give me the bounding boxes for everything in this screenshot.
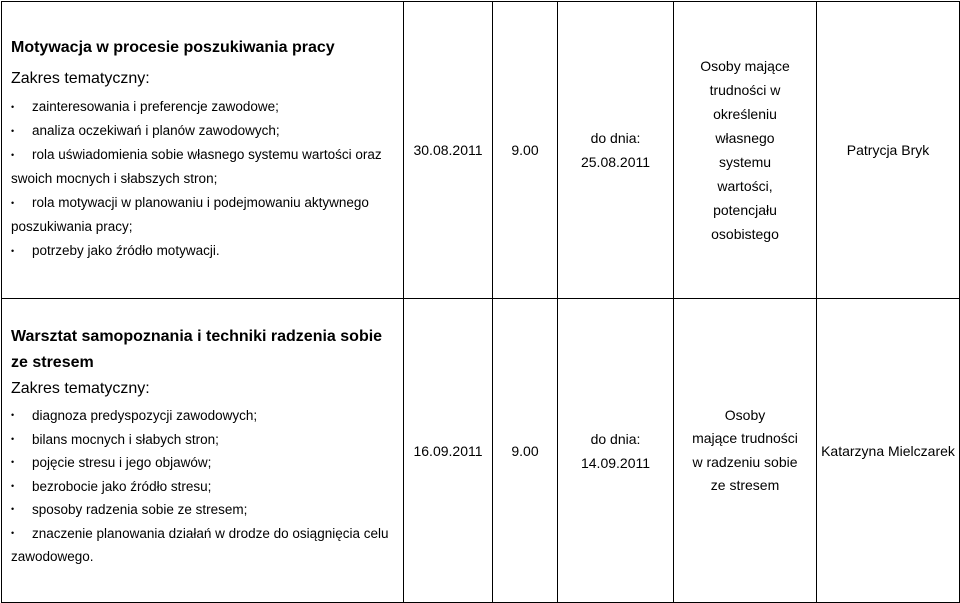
list-item <box>11 451 397 475</box>
bullet-icon: • <box>11 480 15 491</box>
list-item <box>11 428 397 452</box>
training-title-line: Warsztat samopoznania i techniki radzenia sobie <box>11 328 383 345</box>
target-group-line: określeniu <box>713 106 777 122</box>
list-item <box>11 191 397 239</box>
bullet-icon: • <box>11 198 15 208</box>
list-item <box>11 143 397 191</box>
list-item-text: rola motywacji w planowaniu i podejmowaniu aktywnego <box>32 195 369 210</box>
target-group-line: w radzeniu sobie <box>692 453 798 470</box>
training-schedule-table <box>1 1 960 603</box>
zakres-heading <box>11 377 397 401</box>
deadline-label: do dnia: <box>590 430 641 447</box>
bullet-icon: • <box>11 457 15 467</box>
list-item-text: sposoby radzenia sobie ze stresem; <box>32 502 248 517</box>
target-group-line: własnego <box>715 130 775 146</box>
target-group-line: Osoby <box>724 406 766 423</box>
list-item <box>11 522 397 569</box>
deadline-cell <box>558 299 674 603</box>
bullet-icon: • <box>11 126 15 136</box>
trainer-cell: Katarzyna Mielczarek <box>817 299 960 603</box>
zakres-label: Zakres tematyczny <box>11 70 146 87</box>
bullet-icon: • <box>11 410 15 420</box>
deadline-cell <box>558 2 674 299</box>
list-item-text-continued: zawodowego. <box>11 549 94 564</box>
target-group-cell <box>674 2 817 299</box>
list-item-text-continued: poszukiwania pracy; <box>11 219 133 234</box>
zakres-label: Zakres tematyczny: <box>11 380 150 397</box>
topic-cell <box>2 2 404 299</box>
list-item-text: bilans mocnych i słabych stron; <box>32 431 219 447</box>
bullet-icon: • <box>11 433 15 444</box>
time-cell: 9.00 <box>493 2 558 299</box>
list-item <box>11 498 397 522</box>
training-title <box>11 324 397 376</box>
bullet-icon: • <box>11 246 15 256</box>
deadline-label: do dnia: <box>590 130 641 146</box>
list-item <box>11 95 397 119</box>
target-group-line: mające trudności <box>692 430 798 446</box>
list-item-text: znaczenie planowania działań w drodze do osiągnięcia celu <box>32 525 389 541</box>
bullet-icon: • <box>11 102 15 112</box>
date-cell: 16.09.2011 <box>404 299 493 603</box>
target-group-line: systemu <box>718 154 772 170</box>
target-group-line: Osoby mające <box>700 58 790 74</box>
list-item <box>11 119 397 143</box>
training-title-line: ze stresem <box>11 354 94 371</box>
list-item-text: potrzeby jako źródło motywacji. <box>32 243 220 258</box>
training-title: Motywacja w procesie poszukiwania pracy <box>11 39 335 56</box>
zakres-suffix: : <box>145 70 150 87</box>
target-group-line: osobistego <box>711 226 779 242</box>
topic-list <box>11 95 397 263</box>
list-item-text-continued: swoich mocnych i słabszych stron; <box>11 171 218 186</box>
deadline-date: 14.09.2011 <box>580 454 651 471</box>
list-item-text: rola uświadomienia sobie własnego systemu wartości oraz <box>32 147 382 162</box>
target-group-cell <box>674 299 817 603</box>
list-item-text: analiza oczekiwań i planów zawodowych; <box>32 123 280 138</box>
list-item-text: zainteresowania i preferencje zawodowe; <box>32 99 279 114</box>
list-item-text: bezrobocie jako źródło stresu; <box>32 478 212 494</box>
deadline-date: 25.08.2011 <box>580 154 651 170</box>
bullet-icon: • <box>11 150 15 160</box>
list-item <box>11 239 397 263</box>
topic-cell <box>2 299 404 603</box>
bullet-icon: • <box>11 504 15 514</box>
bullet-icon: • <box>11 527 15 538</box>
trainer-cell: Patrycja Bryk <box>817 2 960 299</box>
date-cell: 30.08.2011 <box>404 2 493 299</box>
target-group-line: potencjału <box>713 202 777 218</box>
target-group-line: ze stresem <box>710 477 780 493</box>
target-group-line: trudności w <box>709 82 781 98</box>
list-item-text: pojęcie stresu i jego objawów; <box>32 455 212 470</box>
topic-list <box>11 404 397 569</box>
table-row <box>2 2 960 299</box>
table-row <box>2 299 960 603</box>
time-cell: 9.00 <box>493 299 558 603</box>
list-item <box>11 404 397 428</box>
list-item-text: diagnoza predyspozycji zawodowych; <box>32 408 258 423</box>
list-item <box>11 475 397 499</box>
zakres-heading <box>11 67 397 91</box>
target-group-line: wartości, <box>717 178 773 194</box>
